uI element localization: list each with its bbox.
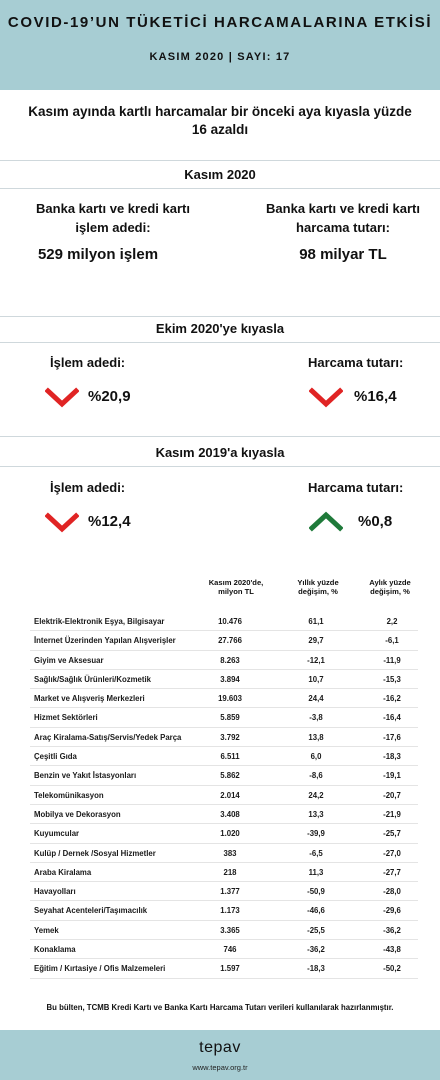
yearly-change-cell: 61,1 bbox=[308, 617, 324, 626]
yearly-change-cell: -36,2 bbox=[307, 945, 325, 955]
monthly-amount-label: Harcama tutarı: bbox=[308, 355, 404, 370]
sector-name: Market ve Alışveriş Merkezleri bbox=[34, 694, 145, 704]
table-header-amount: Kasım 2020'de, milyon TL bbox=[208, 578, 264, 596]
monthly-change-cell: -15,3 bbox=[383, 674, 401, 684]
footnote: Bu bülten, TCMB Kredi Kartı ve Banka Kartı Harcama Tutarı verileri kullanılarak hazırlanmıştır. bbox=[46, 1003, 394, 1012]
sector-name: İnternet Üzerinden Yapılan Alışverişler bbox=[34, 636, 176, 646]
sector-name: Telekomünikasyon bbox=[34, 790, 104, 800]
amount-cell: 6.511 bbox=[220, 752, 240, 762]
amount-cell: 3.792 bbox=[220, 732, 240, 742]
table-row bbox=[30, 901, 418, 920]
monthly-change-cell: -28,0 bbox=[383, 887, 401, 897]
page-title: COVID-19’UN TÜKETİCİ HARCAMALARINA ETKİSİ bbox=[7, 14, 433, 31]
yearly-count-value: %12,4 bbox=[88, 513, 131, 530]
yearly-change-cell: -18,3 bbox=[307, 964, 325, 974]
sector-name: Benzin ve Yakıt İstasyonları bbox=[34, 771, 137, 781]
table-row bbox=[30, 940, 418, 959]
yearly-change-cell: 11,3 bbox=[308, 867, 324, 877]
yearly-change-cell: 13,8 bbox=[308, 732, 324, 742]
table-header-monthly: Aylık yüzde değişim, % bbox=[369, 578, 411, 596]
table-row bbox=[30, 786, 418, 805]
section-divider bbox=[0, 316, 440, 317]
amount-cell: 383 bbox=[223, 848, 237, 858]
yearly-change-cell: 10,7 bbox=[308, 674, 324, 684]
yearly-change-cell: -25,5 bbox=[307, 925, 325, 935]
table-row bbox=[30, 921, 418, 940]
monthly-change-cell: -16,2 bbox=[383, 694, 401, 704]
yearly-change-cell: -3,8 bbox=[309, 713, 323, 723]
yearly-change-cell: 24,2 bbox=[308, 790, 324, 800]
table-row bbox=[30, 766, 418, 785]
website-link[interactable]: www.tepav.org.tr bbox=[192, 1063, 248, 1072]
sector-name: Sağlık/Sağlık Ürünleri/Kozmetik bbox=[34, 674, 151, 684]
monthly-change-cell: -25,7 bbox=[383, 829, 401, 839]
yearly-change-cell: -12,1 bbox=[307, 655, 325, 665]
sector-name: Yemek bbox=[34, 925, 59, 935]
monthly-change-cell: -27,0 bbox=[383, 848, 401, 858]
table-row bbox=[30, 631, 418, 650]
monthly-change-cell: -29,6 bbox=[383, 906, 401, 916]
section-divider bbox=[0, 342, 440, 343]
table-row bbox=[30, 747, 418, 766]
monthly-change-cell: 2,2 bbox=[386, 617, 398, 626]
monthly-count-value: %20,9 bbox=[88, 388, 131, 405]
yearly-amount-up-arrow-icon bbox=[309, 511, 343, 533]
yearly-count-label: İşlem adedi: bbox=[50, 480, 126, 495]
header-banner bbox=[0, 0, 440, 90]
sector-table bbox=[30, 612, 418, 979]
section-divider bbox=[0, 466, 440, 467]
yearly-amount-label: Harcama tutarı: bbox=[308, 480, 404, 495]
amount-cell: 746 bbox=[223, 945, 237, 955]
sector-name: Araç Kiralama-Satış/Servis/Yedek Parça bbox=[34, 732, 182, 742]
brand-logo: tepav bbox=[199, 1039, 241, 1056]
yearly-change-cell: -46,6 bbox=[307, 906, 325, 916]
section-divider bbox=[0, 436, 440, 437]
table-row bbox=[30, 882, 418, 901]
sector-name: Çeşitli Gıda bbox=[34, 752, 77, 762]
card-count-label: Banka kartı ve kredi kartı işlem adedi: bbox=[36, 201, 190, 235]
amount-cell: 8.263 bbox=[220, 655, 240, 665]
yearly-count-down-arrow-icon bbox=[45, 511, 79, 533]
table-row bbox=[30, 612, 418, 631]
yearly-change-cell: 24,4 bbox=[308, 694, 324, 704]
card-amount-label: Banka kartı ve kredi kartı harcama tutarı: bbox=[266, 201, 420, 235]
sector-name: Seyahat Acenteleri/Taşımacılık bbox=[34, 906, 148, 916]
table-row bbox=[30, 959, 418, 978]
sector-name: Kulüp / Dernek /Sosyal Hizmetler bbox=[34, 848, 156, 858]
amount-cell: 2.014 bbox=[220, 790, 240, 800]
amount-cell: 5.859 bbox=[220, 713, 240, 723]
monthly-change-cell: -36,2 bbox=[383, 925, 401, 935]
sector-name: Eğitim / Kırtasiye / Ofis Malzemeleri bbox=[34, 964, 166, 974]
amount-cell: 1.020 bbox=[220, 829, 240, 839]
sector-name: Havayolları bbox=[34, 887, 76, 897]
yearly-change-cell: 29,7 bbox=[308, 636, 324, 646]
table-row bbox=[30, 728, 418, 747]
amount-cell: 27.766 bbox=[218, 636, 242, 646]
amount-cell: 3.365 bbox=[220, 925, 240, 935]
section-title-current: Kasım 2020 bbox=[184, 167, 256, 182]
monthly-change-cell: -50,2 bbox=[383, 964, 401, 974]
table-header-yearly: Yıllık yüzde değişim, % bbox=[297, 578, 339, 596]
monthly-change-cell: -27,7 bbox=[383, 867, 401, 877]
monthly-change-cell: -16,4 bbox=[383, 713, 401, 723]
headline: Kasım ayında kartlı harcamalar bir önceki aya kıyasla yüzde 16 azaldı bbox=[28, 104, 412, 137]
monthly-change-cell: -18,3 bbox=[383, 752, 401, 762]
sector-name: Konaklama bbox=[34, 945, 76, 955]
yearly-change-cell: -50,9 bbox=[307, 887, 325, 897]
card-count-value: 529 milyon işlem bbox=[37, 246, 159, 263]
amount-cell: 3.894 bbox=[220, 674, 240, 684]
monthly-change-cell: -43,8 bbox=[383, 945, 401, 955]
monthly-change-cell: -11,9 bbox=[383, 655, 401, 665]
monthly-change-cell: -20,7 bbox=[383, 790, 401, 800]
table-row bbox=[30, 651, 418, 670]
sector-name: Giyim ve Aksesuar bbox=[34, 655, 104, 665]
yearly-change-cell: -8,6 bbox=[309, 771, 323, 781]
card-amount-value: 98 milyar TL bbox=[299, 246, 387, 263]
table-row bbox=[30, 824, 418, 843]
sector-name: Hizmet Sektörleri bbox=[34, 713, 98, 723]
yearly-change-cell: 13,3 bbox=[308, 809, 324, 819]
monthly-change-cell: -17,6 bbox=[383, 732, 401, 742]
amount-cell: 5.862 bbox=[220, 771, 240, 781]
table-row bbox=[30, 844, 418, 863]
table-row bbox=[30, 689, 418, 708]
table-row bbox=[30, 863, 418, 882]
amount-cell: 218 bbox=[223, 867, 237, 877]
sector-name: Kuyumcular bbox=[34, 829, 80, 839]
amount-cell: 1.377 bbox=[220, 887, 240, 897]
yearly-change-cell: -6,5 bbox=[309, 848, 323, 858]
amount-cell: 1.173 bbox=[220, 906, 240, 916]
monthly-change-cell: -21,9 bbox=[383, 809, 401, 819]
monthly-count-down-arrow-icon bbox=[45, 386, 79, 408]
amount-cell: 10.476 bbox=[218, 617, 242, 626]
yearly-change-cell: 6,0 bbox=[310, 752, 322, 762]
sector-name: Elektrik-Elektronik Eşya, Bilgisayar bbox=[34, 617, 165, 626]
monthly-amount-value: %16,4 bbox=[354, 388, 397, 405]
section-title-yearly: Kasım 2019'a kıyasla bbox=[155, 445, 285, 460]
monthly-change-cell: -19,1 bbox=[383, 771, 401, 781]
issue-info: KASIM 2020 | SAYI: 17 bbox=[149, 51, 291, 63]
yearly-change-cell: -39,9 bbox=[307, 829, 325, 839]
amount-cell: 1.597 bbox=[220, 964, 240, 974]
amount-cell: 3.408 bbox=[220, 809, 240, 819]
sector-name: Araba Kiralama bbox=[34, 867, 92, 877]
monthly-change-cell: -6,1 bbox=[385, 636, 399, 646]
footer-banner bbox=[0, 1030, 440, 1080]
sector-name: Mobilya ve Dekorasyon bbox=[34, 809, 121, 819]
section-title-monthly: Ekim 2020'ye kıyasla bbox=[155, 321, 285, 336]
yearly-amount-value: %0,8 bbox=[358, 513, 393, 530]
table-row bbox=[30, 670, 418, 689]
section-divider bbox=[0, 188, 440, 189]
monthly-count-label: İşlem adedi: bbox=[50, 355, 126, 370]
table-row bbox=[30, 708, 418, 727]
section-divider bbox=[0, 160, 440, 161]
monthly-amount-down-arrow-icon bbox=[309, 386, 343, 408]
table-row bbox=[30, 805, 418, 824]
amount-cell: 19.603 bbox=[218, 694, 242, 704]
